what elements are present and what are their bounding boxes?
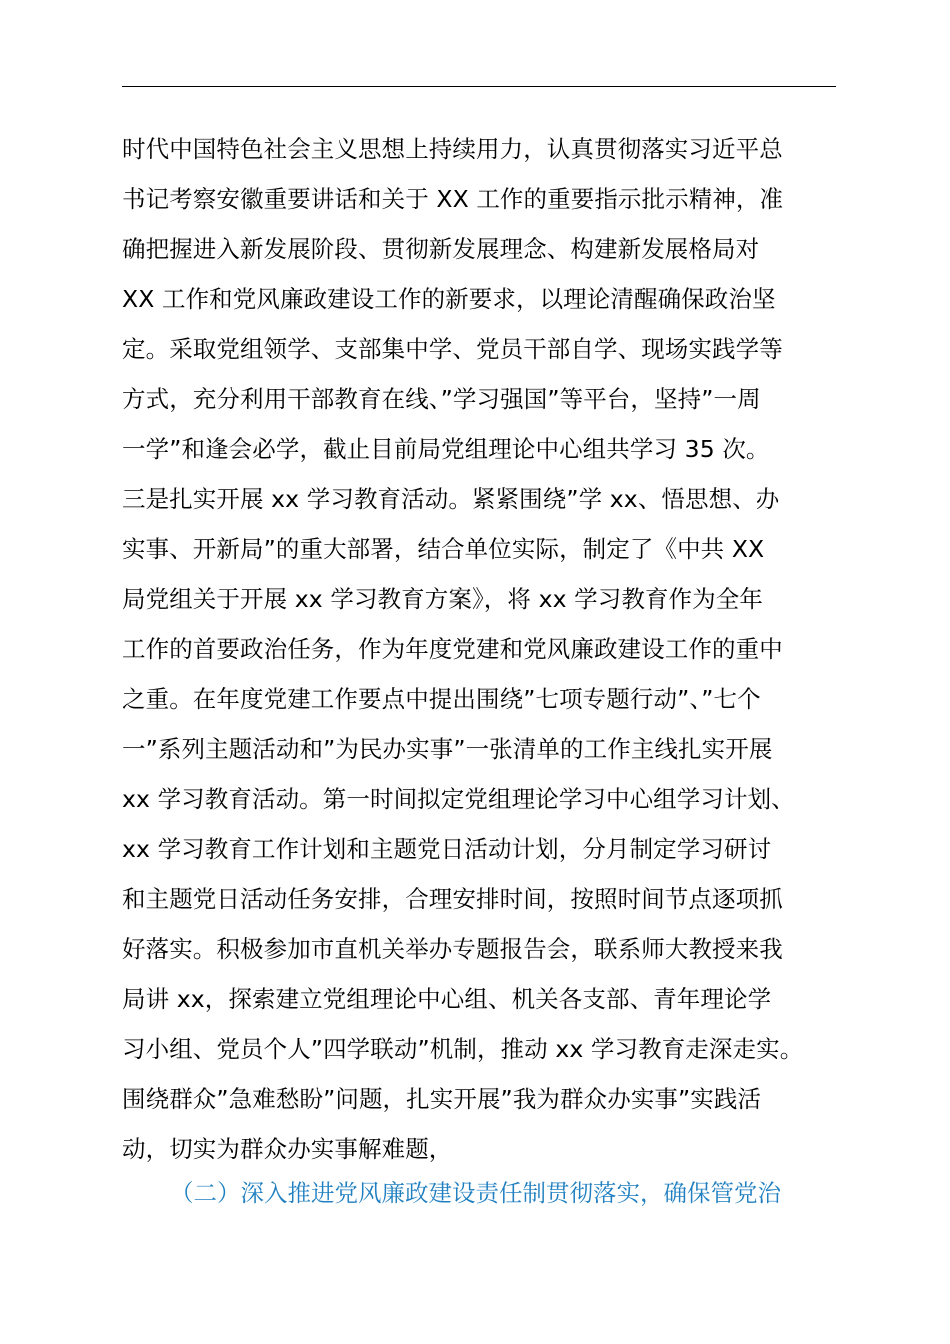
text-line: XX 工作和党风廉政建设工作的新要求，以理论清醒确保政治坚: [122, 285, 776, 313]
text-line: 时代中国特色社会主义思想上持续用力，认真贯彻落实习近平总: [122, 135, 783, 163]
text-line: 局党组关于开展 xx 学习教育方案》，将 xx 学习教育作为全年: [122, 585, 763, 613]
text-line: 实事、开新局”的重大部署，结合单位实际，制定了《中共 XX: [122, 535, 765, 563]
header-rule: [122, 86, 836, 87]
text-line: 局讲 xx，探索建立党组理论中心组、机关各支部、青年理论学: [122, 985, 772, 1013]
text-line: 习小组、党员个人”四学联动”机制，推动 xx 学习教育走深走实。: [122, 1035, 804, 1063]
text-line: xx 学习教育活动。第一时间拟定党组理论学习中心组学习计划、: [122, 785, 795, 813]
text-line: 一学”和逢会必学，截止目前局党组理论中心组共学习 35 次。: [122, 435, 770, 463]
body-text: [122, 124, 842, 1174]
text-line: 书记考察安徽重要讲话和关于 XX 工作的重要指示批示精神，准: [122, 185, 784, 213]
text-line: 方式，充分利用干部教育在线、”学习强国”等平台，坚持”一周: [122, 385, 761, 413]
text-line: 围绕群众”急难愁盼”问题，扎实开展”我为群众办实事”实践活: [122, 1085, 762, 1113]
text-line: 三是扎实开展 xx 学习教育活动。紧紧围绕”学 xx、悟思想、办: [122, 485, 780, 513]
text-line: 确把握进入新发展阶段、贯彻新发展理念、构建新发展格局对: [122, 235, 760, 263]
text-line: 动，切实为群众办实事解难题，: [122, 1135, 453, 1163]
text-line: 一”系列主题活动和”为民办实事”一张清单的工作主线扎实开展: [122, 735, 773, 763]
text-line: xx 学习教育工作计划和主题党日活动计划，分月制定学习研讨: [122, 835, 772, 863]
text-line: 定。采取党组领学、支部集中学、党员干部自学、现场实践学等: [122, 335, 783, 363]
text-line: 工作的首要政治任务，作为年度党建和党风廉政建设工作的重中: [122, 635, 783, 663]
text-line: 之重。在年度党建工作要点中提出围绕”七项专题行动”、”七个: [122, 685, 761, 713]
text-line: 和主题党日活动任务安排，合理安排时间，按照时间节点逐项抓: [122, 885, 783, 913]
section-heading: （二）深入推进党风廉政建设责任制贯彻落实，确保管党治: [170, 1179, 781, 1207]
text-line: 好落实。积极参加市直机关举办专题报告会，联系师大教授来我: [122, 935, 783, 963]
